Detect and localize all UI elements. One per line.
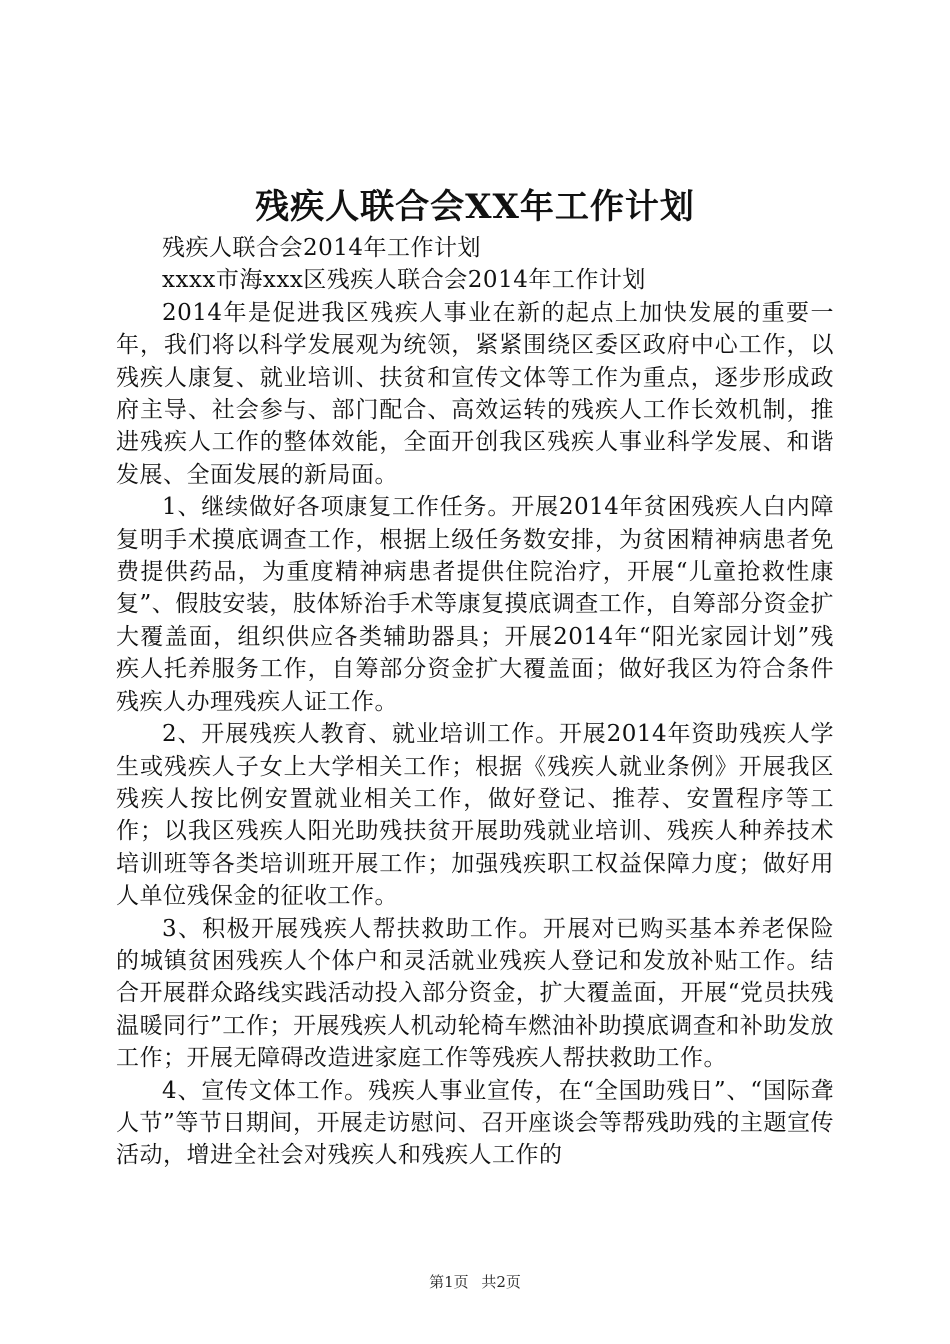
document-title: 残疾人联合会XX年工作计划 (255, 187, 695, 227)
page-number: 第1页 (429, 1273, 469, 1291)
document-body (116, 232, 834, 1172)
intro-paragraph: 2014年是促进我区残疾人事业在新的起点上加快发展的重要一年，我们将以科学发展观为统领，紧紧围绕区委区政府中心工作，以残疾人康复、就业培训、扶贫和宣传文体等工作为重点，逐步形成政府主导、社会参与、部门配合、高效运转的残疾人工作长效机制，推进残疾人工作的整体效能，全面开创我区残疾人事业科学发展、和谐发展、全面发展的新局面。 (116, 299, 834, 488)
page-total: 共2页 (481, 1273, 521, 1291)
organization-paragraph: xxxx市海xxx区残疾人联合会2014年工作计划 (162, 267, 646, 294)
section-2-paragraph: 2、开展残疾人教育、就业培训工作。开展2014年资助残疾人学生或残疾人子女上大学相关工作；根据《残疾人就业条例》开展我区残疾人按比例安置就业相关工作，做好登记、推荐、安置程序等工作；以我区残疾人阳光助残扶贫开展助残就业培训、残疾人种养技术培训班等各类培训班开展工作；加强残疾职工权益保障力度；做好用人单位残保金的征收工作。 (116, 721, 834, 910)
section-4-paragraph: 4、宣传文体工作。残疾人事业宣传，在“全国助残日”、“国际聋人节”等节日期间，开展走访慰问、召开座谈会等帮残助残的主题宣传活动，增进全社会对残疾人和残疾人工作的 (116, 1077, 834, 1169)
subtitle-paragraph: 残疾人联合会2014年工作计划 (162, 235, 482, 261)
section-1-paragraph: 1、继续做好各项康复工作任务。开展2014年贫困残疾人白内障复明手术摸底调查工作，根据上级任务数安排，为贫困精神病患者免费提供药品，为重度精神病患者提供住院治疗，开展“儿童抢救性康复”、假肢安装，肢体矫治手术等康复摸底调查工作，自筹部分资金扩大覆盖面，组织供应各类辅助器具；开展2014年“阳光家园计划”残疾人托养服务工作，自筹部分资金扩大覆盖面；做好我区为符合条件残疾人办理残疾人证工作。 (116, 494, 834, 715)
page-footer (0, 1272, 950, 1292)
section-3-paragraph: 3、积极开展残疾人帮扶救助工作。开展对已购买基本养老保险的城镇贫困残疾人个体户和灵活就业残疾人登记和发放补贴工作。结合开展群众路线实践活动投入部分资金，扩大覆盖面，开展“党员扶残温暖同行”工作；开展残疾人机动轮椅车燃油补助摸底调查和补助发放工作；开展无障碍改造进家庭工作等残疾人帮扶救助工作。 (116, 915, 834, 1072)
